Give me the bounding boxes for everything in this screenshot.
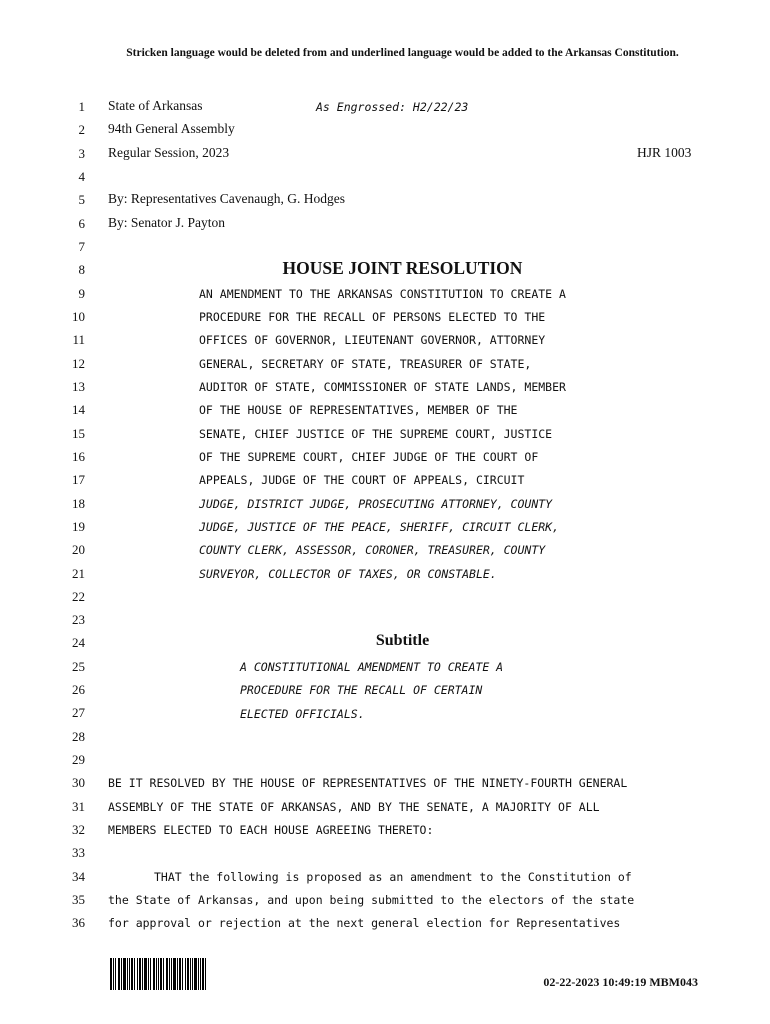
subtitle-line: PROCEDURE FOR THE RECALL OF CERTAIN	[240, 683, 483, 697]
line-number: 7	[78, 239, 85, 254]
line-number: 1	[78, 99, 85, 114]
body-line: for approval or rejection at the next general election for Representatives	[108, 916, 621, 930]
state-name: State of Arkansas	[108, 98, 203, 113]
description-line: APPEALS, JUDGE OF THE COURT OF APPEALS, CIRCUIT	[199, 473, 525, 487]
subtitle-line: ELECTED OFFICIALS.	[240, 707, 365, 721]
line-number: 12	[72, 356, 85, 371]
description-line: JUDGE, JUSTICE OF THE PEACE, SHERIFF, CIRCUIT CLERK,	[199, 520, 560, 534]
description-line: PROCEDURE FOR THE RECALL OF PERSONS ELECTED TO THE	[199, 310, 546, 324]
general-assembly: 94th General Assembly	[108, 121, 235, 136]
line-number: 10	[72, 309, 85, 324]
barcode-image	[110, 958, 206, 990]
line-number: 25	[72, 659, 85, 674]
session-label: Regular Session, 2023	[108, 145, 230, 160]
engrossed-date: As Engrossed: H2/22/23	[316, 100, 469, 114]
subtitle-line: A CONSTITUTIONAL AMENDMENT TO CREATE A	[240, 660, 504, 674]
line-number: 31	[72, 799, 85, 814]
resolved-line: BE IT RESOLVED BY THE HOUSE OF REPRESENTATIVES OF THE NINETY-FOURTH GENERAL	[108, 776, 628, 790]
description-line: JUDGE, DISTRICT JUDGE, PROSECUTING ATTORNEY, COUNTY	[199, 497, 553, 511]
line-number: 17	[72, 472, 85, 487]
description-line: GENERAL, SECRETARY OF STATE, TREASURER OF STATE,	[199, 357, 532, 371]
resolved-line: MEMBERS ELECTED TO EACH HOUSE AGREEING THERETO:	[108, 823, 434, 837]
line-number: 8	[78, 262, 85, 277]
line-number: 28	[72, 729, 85, 744]
line-number: 27	[72, 705, 85, 720]
body-line: the State of Arkansas, and upon being submitted to the electors of the state	[108, 893, 635, 907]
description-line: OF THE HOUSE OF REPRESENTATIVES, MEMBER OF THE	[199, 403, 518, 417]
resolved-line: ASSEMBLY OF THE STATE OF ARKANSAS, AND BY THE SENATE, A MAJORITY OF ALL	[108, 800, 600, 814]
line-number: 35	[72, 892, 85, 907]
line-number: 36	[72, 915, 85, 930]
description-line: SENATE, CHIEF JUSTICE OF THE SUPREME COURT, JUSTICE	[199, 427, 553, 441]
line-number: 20	[72, 542, 85, 557]
line-number: 3	[78, 146, 85, 161]
document-title: HOUSE JOINT RESOLUTION	[282, 258, 523, 278]
footer-timestamp: 02-22-2023 10:49:19 MBM043	[543, 975, 698, 989]
line-number: 19	[72, 519, 85, 534]
line-number: 9	[78, 286, 85, 301]
line-number: 23	[72, 612, 85, 627]
description-line: AUDITOR OF STATE, COMMISSIONER OF STATE LANDS, MEMBER	[199, 380, 566, 394]
description-line: COUNTY CLERK, ASSESSOR, CORONER, TREASURER, COUNTY	[199, 543, 546, 557]
line-number: 6	[78, 216, 85, 231]
line-number: 5	[78, 192, 85, 207]
line-number: 32	[72, 822, 85, 837]
representatives-sponsors: By: Representatives Cavenaugh, G. Hodges	[108, 191, 345, 206]
line-number: 34	[72, 869, 85, 884]
senator-sponsor: By: Senator J. Payton	[108, 215, 225, 230]
description-line: SURVEYOR, COLLECTOR OF TAXES, OR CONSTABLE.	[199, 567, 497, 581]
line-number: 11	[72, 332, 85, 347]
description-line: OF THE SUPREME COURT, CHIEF JUDGE OF THE COURT OF	[199, 450, 539, 464]
line-number: 30	[72, 775, 85, 790]
line-number: 15	[72, 426, 85, 441]
line-number: 13	[72, 379, 85, 394]
line-number: 14	[72, 402, 85, 417]
line-number: 16	[72, 449, 85, 464]
line-number: 18	[72, 496, 85, 511]
line-number: 22	[72, 589, 85, 604]
bill-number: HJR 1003	[637, 145, 692, 160]
description-line: OFFICES OF GOVERNOR, LIEUTENANT GOVERNOR, ATTORNEY	[199, 333, 546, 347]
line-number: 26	[72, 682, 85, 697]
description-line: AN AMENDMENT TO THE ARKANSAS CONSTITUTION TO CREATE A	[199, 287, 566, 301]
line-number: 21	[72, 566, 85, 581]
line-number: 4	[78, 169, 85, 184]
line-number: 33	[72, 845, 85, 860]
line-number: 2	[78, 122, 85, 137]
line-number: 29	[72, 752, 85, 767]
line-number: 24	[72, 635, 85, 650]
body-line: THAT the following is proposed as an amendment to the Constitution of	[154, 870, 632, 884]
amendment-notice: Stricken language would be deleted from and underlined language would be added to the Arkansas Constitution.	[126, 47, 679, 59]
subtitle-heading: Subtitle	[375, 632, 430, 649]
